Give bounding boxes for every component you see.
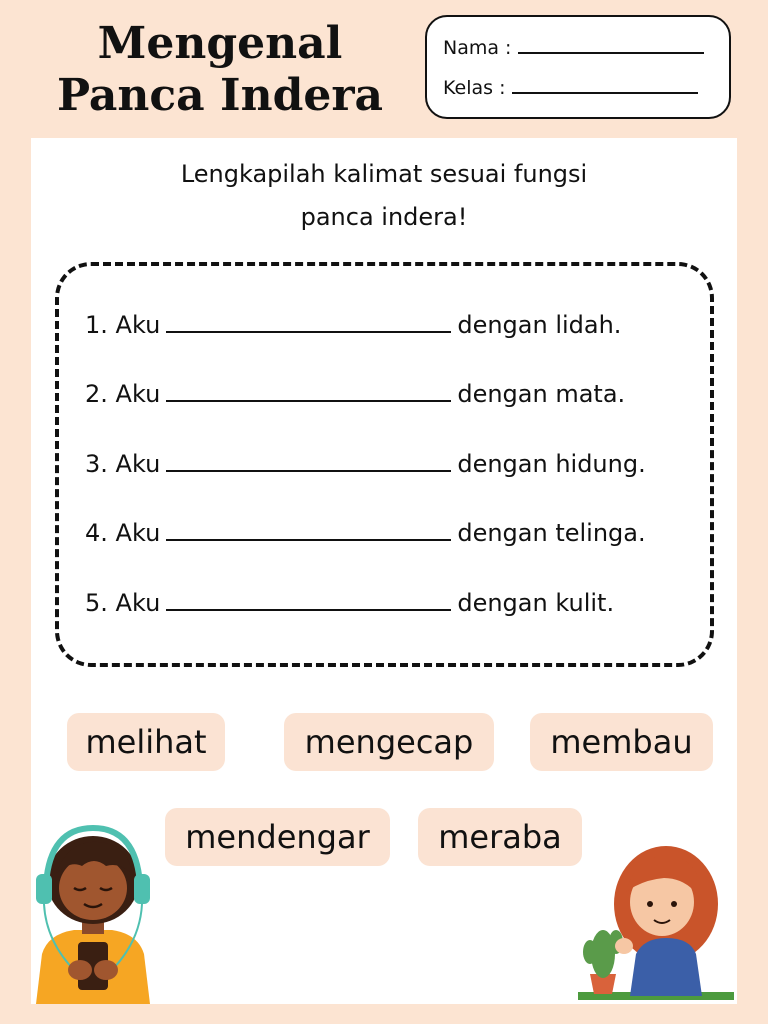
instruction-text — [0, 153, 768, 239]
question-suffix: dengan kulit. — [457, 589, 615, 617]
class-label: Kelas : — [443, 77, 506, 99]
question-prefix: 3. Aku — [85, 450, 161, 478]
girl-with-cactus-illustration — [578, 842, 738, 1004]
title-line-2: Panca Indera — [56, 70, 384, 121]
question-prefix: 5. Aku — [85, 589, 161, 617]
student-identity-box — [425, 15, 731, 119]
question-5 — [85, 589, 614, 617]
question-prefix: 1. Aku — [85, 311, 161, 339]
word-chip-mendengar[interactable]: mendengar — [165, 808, 390, 866]
question-suffix: dengan telinga. — [457, 519, 646, 547]
class-row — [443, 77, 698, 99]
answer-blank[interactable] — [166, 400, 451, 402]
word-chip-mengecap[interactable]: mengecap — [284, 713, 494, 771]
page-title — [40, 18, 400, 122]
word-chip-melihat[interactable]: melihat — [67, 713, 225, 771]
word-chip-membau[interactable]: membau — [530, 713, 713, 771]
question-suffix: dengan hidung. — [457, 450, 646, 478]
title-line-1: Mengenal — [97, 18, 343, 69]
answer-blank[interactable] — [166, 331, 451, 333]
question-1 — [85, 311, 621, 339]
answer-blank[interactable] — [166, 539, 451, 541]
question-3 — [85, 450, 646, 478]
name-row — [443, 37, 704, 59]
question-suffix: dengan lidah. — [457, 311, 622, 339]
class-field[interactable] — [512, 92, 698, 94]
boy-with-headphones-illustration — [28, 822, 158, 1004]
instruction-line-2: panca indera! — [300, 203, 468, 231]
answer-blank[interactable] — [166, 470, 451, 472]
name-label: Nama : — [443, 37, 512, 59]
question-4 — [85, 519, 646, 547]
word-chip-meraba[interactable]: meraba — [418, 808, 582, 866]
question-suffix: dengan mata. — [457, 380, 626, 408]
answer-blank[interactable] — [166, 609, 451, 611]
question-2 — [85, 380, 625, 408]
name-field[interactable] — [518, 52, 704, 54]
question-prefix: 4. Aku — [85, 519, 161, 547]
instruction-line-1: Lengkapilah kalimat sesuai fungsi — [180, 160, 588, 188]
question-prefix: 2. Aku — [85, 380, 161, 408]
